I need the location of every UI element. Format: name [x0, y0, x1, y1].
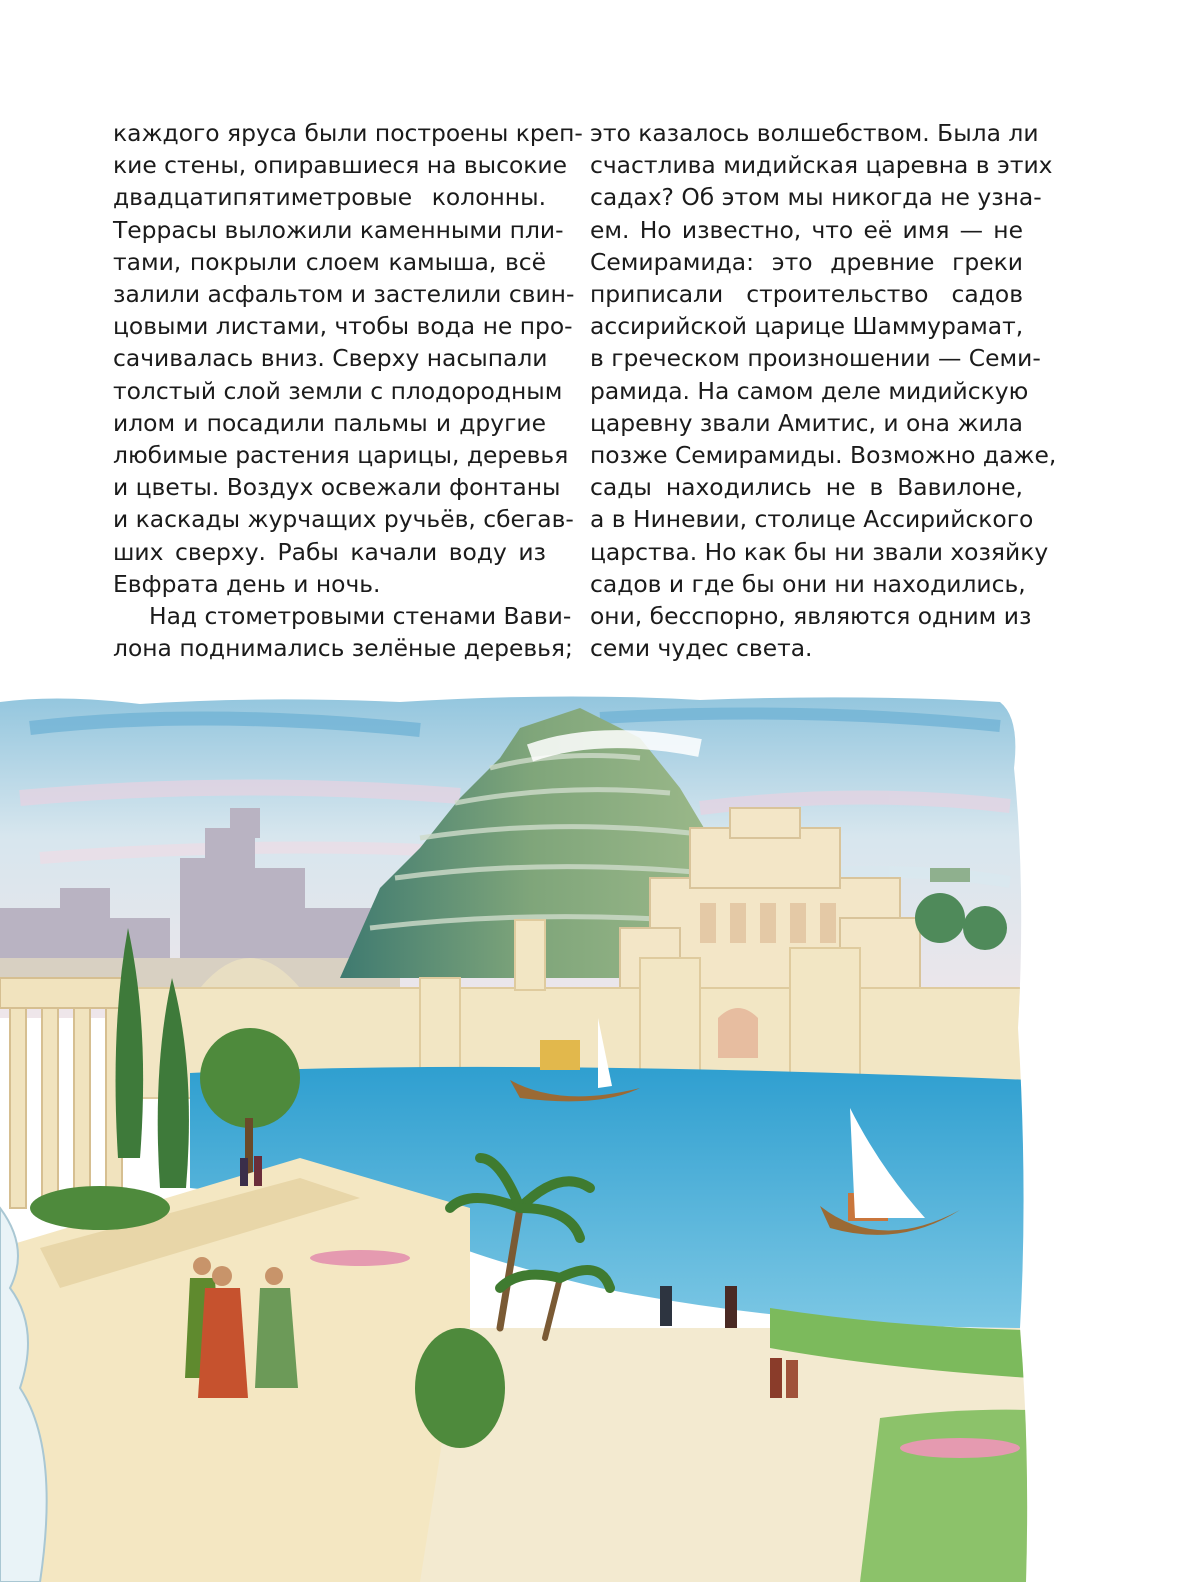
left-column-line: сачивалась вниз. Сверху насыпали [113, 344, 548, 373]
hanging-gardens-illustration [0, 688, 1183, 1582]
right-column-line: семи чудес света. [590, 634, 813, 663]
left-column-line: и цветы. Воздух освежали фонтаны [113, 473, 561, 502]
left-column-line: ших сверху. Рабы качали воду из [113, 537, 546, 566]
right-column-line: позже Семирамиды. Возможно даже, [590, 441, 1057, 470]
right-column-line: а в Ниневии, столице Ассирийского [590, 505, 1034, 534]
left-column-line: Евфрата день и ночь. [113, 569, 381, 598]
right-column-line: ем. Но известно, что её имя — не [590, 215, 1023, 244]
left-column-line: и каскады журчащих ручьёв, сбегав- [113, 505, 574, 534]
left-column-line: Террасы выложили каменными пли- [113, 215, 564, 244]
right-column-line: в греческом произношении — Семи- [590, 344, 1041, 373]
left-column-line: толстый слой земли с плодородным [113, 376, 563, 405]
right-column-line: ассирийской царице Шаммурамат, [590, 312, 1024, 341]
left-column-line: залили асфальтом и застелили свин- [113, 280, 575, 309]
left-column-line: илом и посадили пальмы и другие [113, 408, 546, 437]
text-column-left [113, 117, 583, 664]
right-column-line: садов и где бы они ни находились, [590, 569, 1026, 598]
right-column-line: это казалось волшебством. Была ли [590, 119, 1039, 147]
left-column-line: цовыми листами, чтобы вода не про- [113, 312, 573, 341]
right-column-line: царства. Но как бы ни звали хозяйку [590, 537, 1049, 566]
right-column-line: они, бесспорно, являются одним из [590, 602, 1032, 631]
left-column-line: любимые растения царицы, деревья [113, 441, 569, 470]
right-column-line: сады находились не в Вавилоне, [590, 473, 1023, 502]
city-gate [718, 1008, 758, 1058]
left-column-line: Над стометровыми стенами Вави- [149, 602, 572, 631]
right-column-line: Семирамида: это древние греки [590, 247, 1023, 276]
left-column-line: кие стены, опиравшиеся на высокие [113, 151, 568, 180]
text-column-right [590, 117, 1057, 664]
left-column-line: каждого яруса были построены креп- [113, 119, 583, 147]
right-column-line: царевну звали Амитис, и она жила [590, 408, 1023, 437]
right-column-line: приписали строительство садов [590, 280, 1023, 309]
right-column-line: рамида. На самом деле мидийскую [590, 376, 1029, 405]
right-column-line: садах? Об этом мы никогда не узна- [590, 183, 1042, 212]
left-column-line: тами, покрыли слоем камыша, всё [113, 247, 546, 276]
left-column-line: двадцатипятиметровые колонны. [113, 183, 546, 212]
left-column-line: лона поднимались зелёные деревья; [113, 634, 573, 663]
right-column-line: счастлива мидийская царевна в этих [590, 151, 1053, 180]
